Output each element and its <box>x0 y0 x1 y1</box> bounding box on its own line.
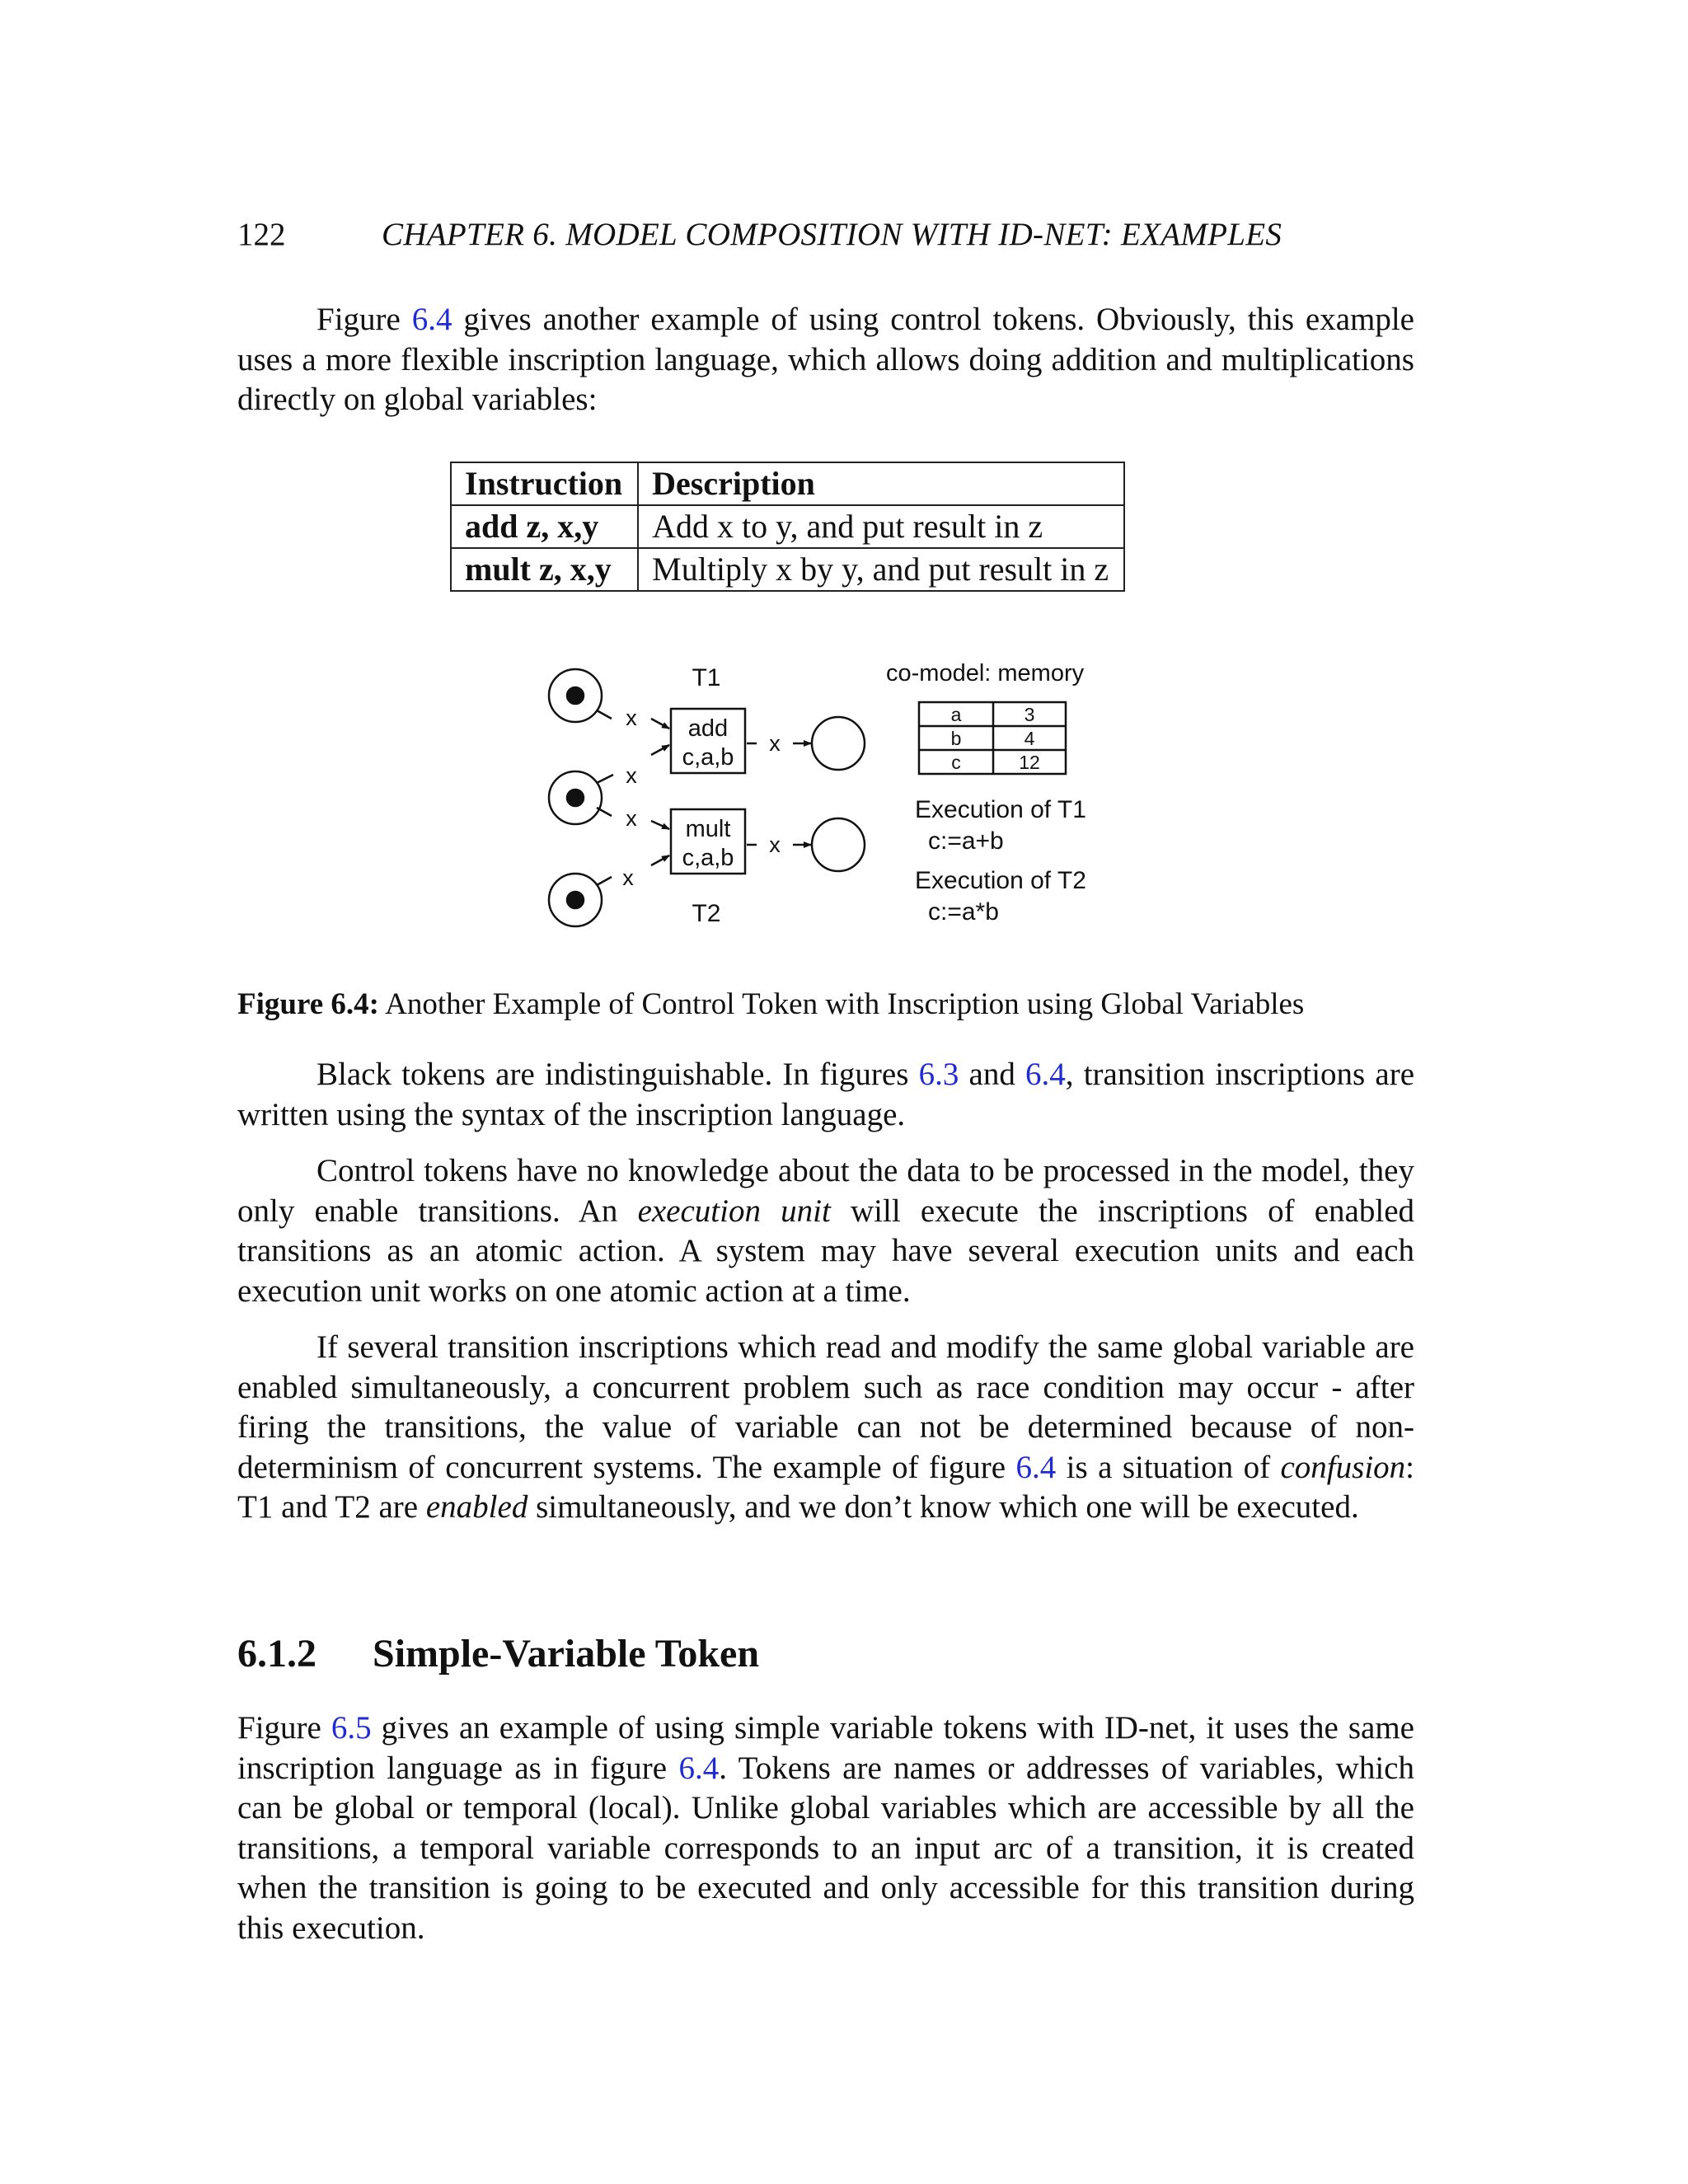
emphasis: confusion <box>1280 1449 1406 1485</box>
exec-t2-expr: c:=a*b <box>928 898 999 926</box>
chapter-title: CHAPTER 6. MODEL COMPOSITION WITH ID-NET: EXAMPLES <box>382 217 1282 252</box>
emphasis: enabled <box>425 1489 528 1525</box>
figure-link-6-4[interactable]: 6.4 <box>678 1750 720 1786</box>
t2-label: T2 <box>692 900 721 927</box>
figure-link-6-4[interactable]: 6.4 <box>1015 1449 1057 1485</box>
table-header-instruction: Instruction <box>451 462 638 505</box>
text: : T1 and T2 are <box>237 1449 1415 1525</box>
text: is a situation of <box>1056 1449 1281 1485</box>
figure-link-6-4[interactable]: 6.4 <box>1025 1057 1066 1092</box>
arc-label: x <box>769 832 781 857</box>
paragraph-black-tokens <box>237 1055 1414 1135</box>
arc-p2-t2 <box>651 821 669 829</box>
text: Control tokens have no knowledge about the data to be processed in the model, they only enable transitions. An <box>237 1153 1414 1229</box>
caption-text: Another Example of Control Token with Inscription using Global Variables <box>378 987 1305 1021</box>
text: If several transition inscriptions which read and modify the same global variable are enabled simultaneously, a concurrent problem such as race condition may occur - after firing the transitions, the value of variable can not be determined because of non-determinism of concurrent systems. The example of figure <box>237 1329 1414 1485</box>
token-icon <box>567 892 584 908</box>
text: Figure <box>237 1710 331 1746</box>
arc-label: x <box>622 865 634 890</box>
memory-var: c <box>951 752 961 773</box>
arc-line <box>597 808 612 816</box>
intro-text: Figure <box>316 302 412 337</box>
text: . Tokens are names or addresses of variables, which can be global or temporal (local). Unlike global variables which are accessible by all the transitions, a temporal variable corresponds to an input arc of a transition, it is created when the transition is going to be executed and only accessible for this transition during this execution. <box>237 1750 1414 1946</box>
arc-p1-t1 <box>651 719 669 729</box>
arc-label: x <box>626 806 637 831</box>
figure-caption <box>237 986 1304 1024</box>
arc-p2-t1 <box>651 745 669 755</box>
arc-label: x <box>626 763 637 788</box>
intro-text-cont: gives another example of using control tokens. Obviously, this example uses a more flexible inscription language, which allows doing addition and multiplications directly on global variables: <box>237 302 1414 417</box>
table-cell-description: Add x to y, and put result in z <box>638 505 1124 548</box>
arc-label: x <box>626 705 637 730</box>
table-header-description: Description <box>638 462 1124 505</box>
token-icon <box>567 687 584 704</box>
section-heading <box>237 1630 759 1678</box>
memory-title: co-model: memory <box>886 660 1085 687</box>
memory-value: 12 <box>1019 752 1040 773</box>
memory-value: 4 <box>1024 728 1035 749</box>
figure-link-6-5[interactable]: 6.5 <box>331 1710 372 1746</box>
figure-link-6-3[interactable]: 6.3 <box>918 1057 959 1092</box>
caption-label: Figure 6.4: <box>237 987 379 1021</box>
exec-t2-title: Execution of T2 <box>915 867 1086 894</box>
table-cell-instruction: add z, x,y <box>451 505 638 548</box>
arc-line <box>597 710 612 719</box>
memory-value: 3 <box>1024 704 1035 725</box>
text: will execute the inscriptions of enabled transitions as an atomic action. A system may have several execution units and each execution unit works on one atomic action at a time. <box>237 1193 1415 1309</box>
text: and <box>959 1057 1026 1092</box>
text: , transition inscriptions are written using the syntax of the inscription language. <box>237 1057 1415 1132</box>
paragraph-control-tokens <box>237 1151 1414 1311</box>
exec-t1-expr: c:=a+b <box>928 827 1004 855</box>
text: gives an example of using simple variable tokens with ID-net, it uses the same inscription language as in figure <box>237 1710 1414 1786</box>
t1-label: T1 <box>692 664 721 691</box>
table-cell-instruction: mult z, x,y <box>451 548 638 591</box>
memory-var: a <box>950 704 962 725</box>
t1-inscription-op: add <box>687 715 729 742</box>
figure-link-6-4[interactable]: 6.4 <box>411 302 452 337</box>
t2-inscription-args: c,a,b <box>682 845 734 871</box>
t2-inscription-op: mult <box>685 816 731 842</box>
text: Black tokens are indistinguishable. In figures <box>316 1057 919 1092</box>
page-number: 122 <box>237 217 286 252</box>
memory-var: b <box>950 728 962 749</box>
arc-label: x <box>769 731 781 756</box>
petri-net-figure <box>0 0 1688 972</box>
token-icon <box>567 790 584 806</box>
table-cell-description: Multiply x by y, and put result in z <box>638 548 1124 591</box>
section-number: 6.1.2 <box>237 1632 316 1675</box>
exec-t1-title: Execution of T1 <box>915 796 1086 823</box>
paragraph-race-condition <box>237 1328 1414 1528</box>
output-place-t1 <box>812 717 865 770</box>
arc-p3-t2 <box>651 855 669 865</box>
emphasis: execution unit <box>637 1193 831 1229</box>
section-title: Simple-Variable Token <box>373 1632 760 1675</box>
arc-line <box>597 877 612 885</box>
t1-inscription-args: c,a,b <box>682 744 734 771</box>
output-place-t2 <box>812 818 865 871</box>
paragraph-simple-variable <box>237 1708 1414 1948</box>
arc-line <box>597 775 613 783</box>
text: simultaneously, and we don’t know which one will be executed. <box>528 1489 1359 1525</box>
